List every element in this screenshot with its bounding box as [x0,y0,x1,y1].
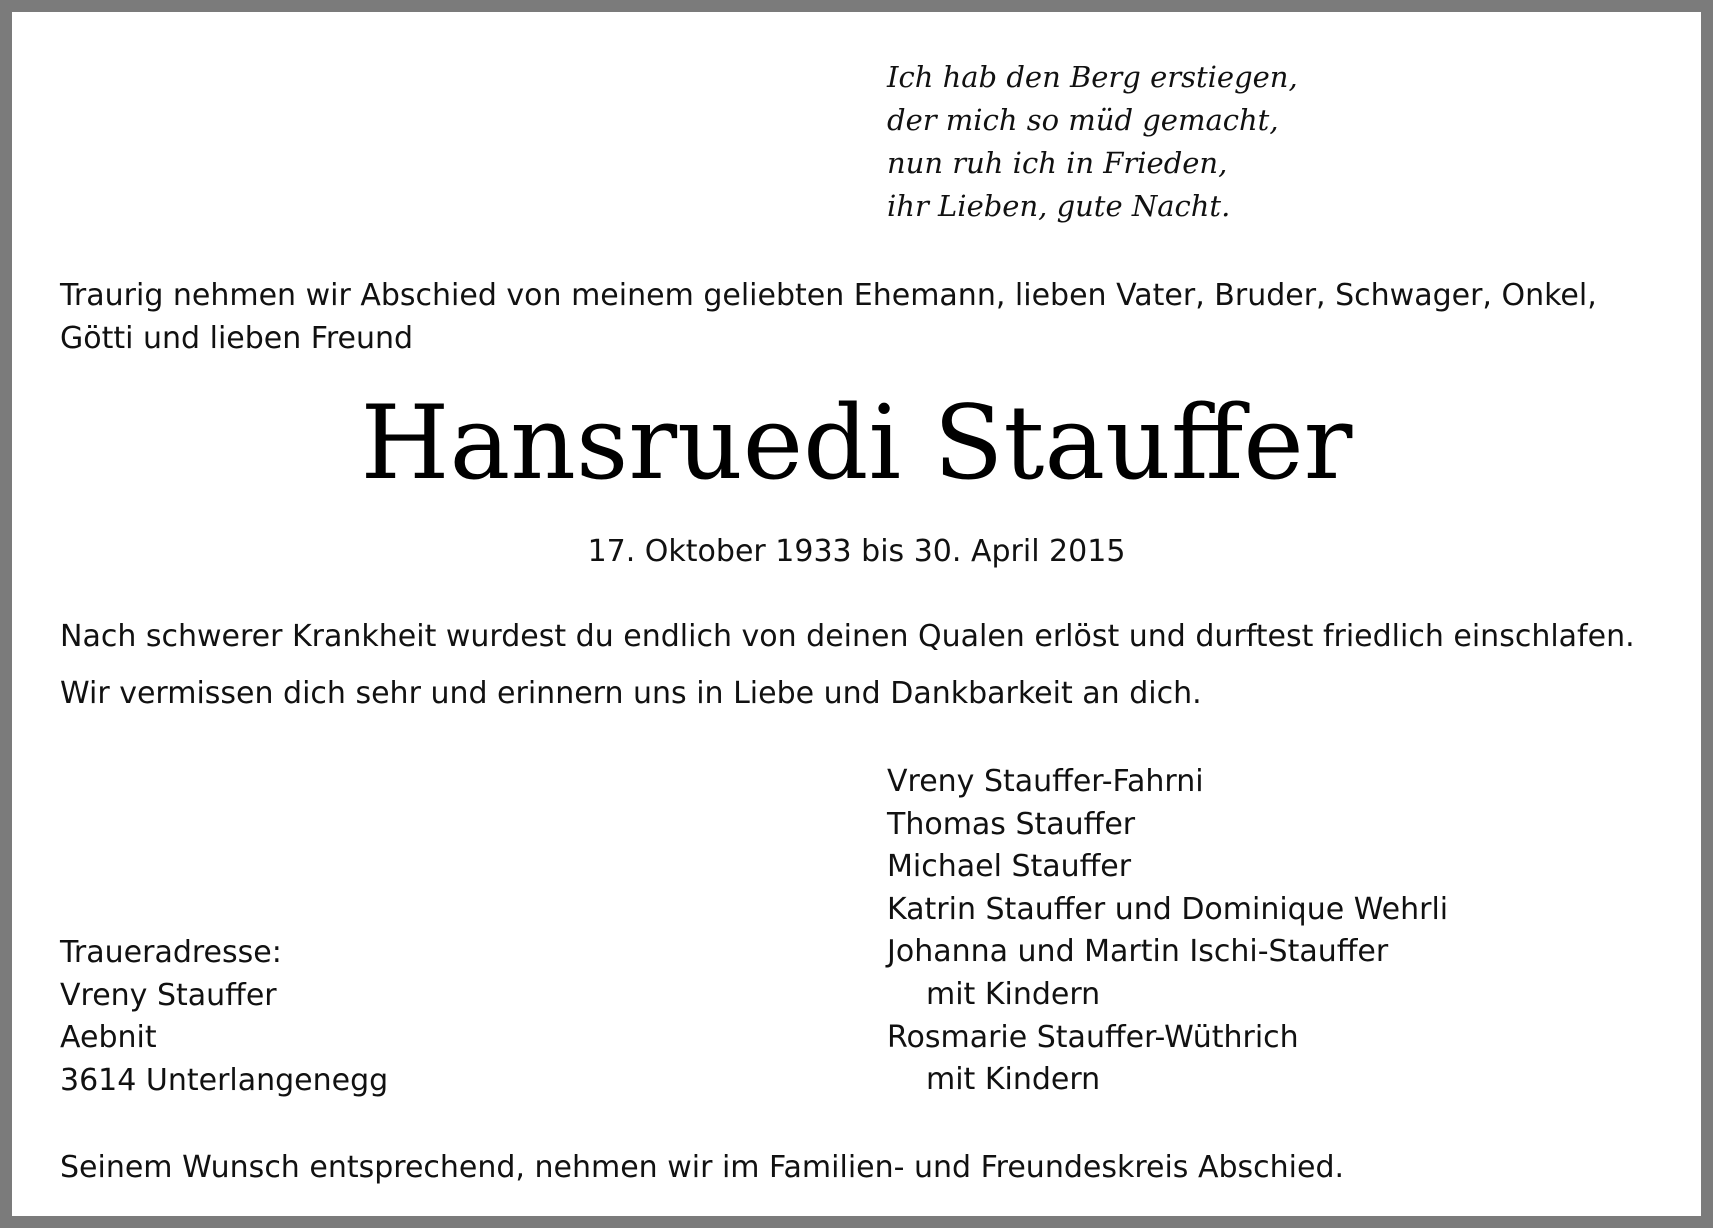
poem-line: der mich so müd gemacht, [887,103,1279,137]
mourner-children: mit Kindern [926,1062,1101,1098]
address-name: Vreny Stauffer [60,977,277,1013]
mourner: Johanna und Martin Ischi-Stauffer [887,934,1389,970]
address-label: Traueradresse: [60,935,282,970]
message-line-1: Nach schwerer Krankheit wurdest du endlich von deinen Qualen erlöst und durftest friedlich einschlafen. [60,619,1635,654]
mourner: Rosmarie Stauffer-Wüthrich [887,1019,1299,1055]
mourning-address [60,932,388,1102]
poem-line: nun ruh ich in Frieden, [887,146,1228,180]
intro-text: Traurig nehmen wir Abschied von meinem geliebten Ehemann, lieben Vater, Bruder, Schwager, Onkel, Götti und lieben Freund [60,278,1597,356]
poem-line: ihr Lieben, gute Nacht. [887,189,1231,223]
life-dates: 17. Oktober 1933 bis 30. April 2015 [587,534,1126,569]
address-city: 3614 Unterlangenegg [60,1062,389,1098]
address-street: Aebnit [60,1020,157,1056]
mourners-list [887,761,1448,1102]
message-line-2: Wir vermissen dich sehr und erinnern uns in Liebe und Dankbarkeit an dich. [60,676,1202,711]
obituary-notice [12,12,1701,1216]
poem [887,56,1298,228]
poem-line: Ich hab den Berg erstiegen, [887,60,1298,94]
mourner: Michael Stauffer [887,849,1132,885]
deceased-name: Hansruedi Stauffer [360,384,1353,503]
mourner-children: mit Kindern [926,976,1101,1012]
closing-text: Seinem Wunsch entsprechend, nehmen wir im Familien- und Freundeskreis Abschied. [60,1150,1345,1185]
mourner: Vreny Stauffer-Fahrni [887,764,1204,799]
mourner: Katrin Stauffer und Dominique Wehrli [887,891,1449,927]
mourner: Thomas Stauffer [887,806,1136,842]
